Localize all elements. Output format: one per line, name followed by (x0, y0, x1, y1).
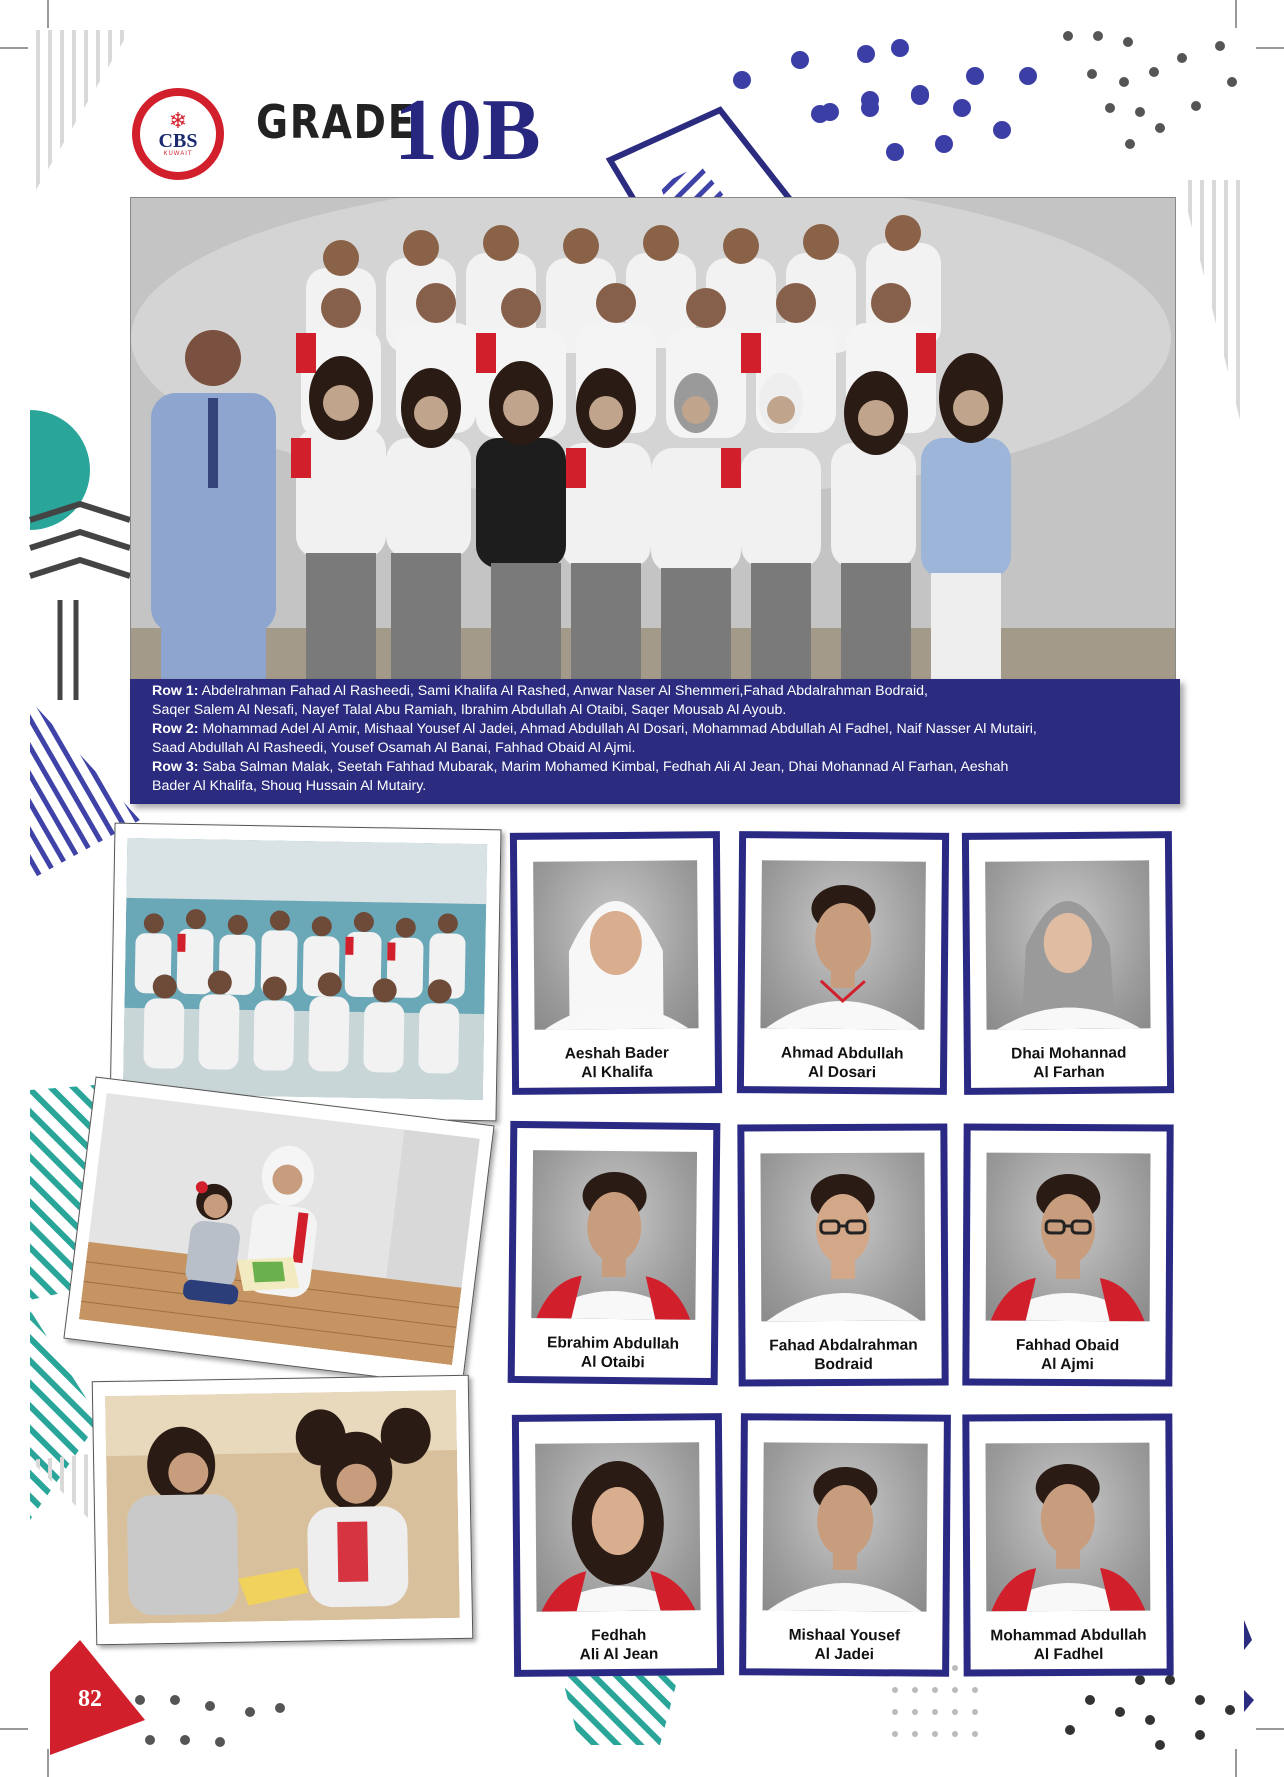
caption-row-2-cont: Saad Abdullah Al Rasheedi, Yousef Osamah Al Banai, Fahhad Obaid Al Ajmi. (152, 740, 636, 756)
student-portrait (985, 860, 1150, 1029)
student-name-line-2: Al Ajmi (1040, 1355, 1094, 1374)
student-portrait (760, 860, 925, 1029)
portrait-card (737, 831, 949, 1095)
row-3-label: Row 3: (152, 759, 199, 775)
snapshot-reading-activity (92, 1375, 474, 1646)
student-name (521, 1625, 717, 1665)
portrait-card (512, 1413, 724, 1677)
student-portrait (533, 860, 698, 1029)
student-name-line-2: Al Fadhel (1033, 1645, 1104, 1664)
row-1-names: Abdelrahman Fahad Al Rasheedi, Sami Khalifa Al Rashed, Anwar Naser Al Shemmeri,Fahad Abdalrahman Bodraid, (198, 683, 929, 699)
student-portrait (760, 1153, 925, 1322)
student-name-line-2: Al Jadei (814, 1645, 875, 1664)
student-name-line-1: Fahhad Obaid (1015, 1336, 1120, 1355)
student-name-line-2: Al Dosari (807, 1063, 877, 1082)
student-name-line-2: Al Otaibi (580, 1353, 645, 1372)
student-name-line-1: Ebrahim Abdullah (546, 1334, 680, 1353)
row-2-label: Row 2: (152, 721, 199, 737)
caption-row-3-cont: Bader Al Khalifa, Shouq Hussain Al Mutairy. (152, 778, 427, 794)
student-name-line-2: Al Khalifa (581, 1063, 653, 1082)
student-name-line-1: Mishaal Yousef (788, 1626, 901, 1645)
student-name (969, 1335, 1165, 1374)
student-name-line-2: Ali Al Jean (579, 1645, 659, 1664)
portrait-card (962, 1123, 1173, 1386)
logo-subtext: KUWAIT (163, 151, 193, 157)
student-name-line-1: Aeshah Bader (564, 1044, 669, 1063)
student-name (971, 1043, 1167, 1083)
student-portrait (763, 1442, 928, 1611)
student-name (970, 1625, 1166, 1664)
maple-leaf-icon: ❄ (168, 108, 188, 133)
student-name-line-1: Fedhah (591, 1626, 647, 1645)
caption-row-1-cont: Saqer Salem Al Nesafi, Nayef Talal Abu Ramiah, Ibrahim Abdullah Al Otaibi, Saqer Mousab Al Ayoub. (152, 702, 787, 718)
caption-row-2 (152, 720, 1168, 739)
portrait-card (962, 831, 1174, 1095)
caption-row-3 (152, 758, 1168, 777)
student-name (519, 1043, 715, 1083)
page-number: 82 (78, 1686, 102, 1712)
class-group-photo (130, 197, 1176, 681)
student-portrait (986, 1153, 1151, 1322)
grade-label: GRADE (256, 95, 417, 149)
portrait-card (737, 1123, 948, 1386)
grade-number: 10B (394, 82, 541, 179)
class-photo-caption (130, 679, 1180, 804)
portrait-card (962, 1413, 1173, 1676)
student-name-line-2: Bodraid (814, 1355, 873, 1374)
school-logo (132, 88, 224, 180)
portrait-card (739, 1413, 951, 1676)
student-name (746, 1625, 942, 1664)
student-name-line-1: Fahad Abdalrahman (769, 1336, 918, 1355)
student-name (515, 1333, 711, 1373)
row-2-names: Mohammad Adel Al Amir, Mishaal Yousef Al Jadei, Ahmad Abdullah Al Dosari, Mohammad Abdullah Al Fadhel, Naif Nasser Al Mutairi, (198, 721, 1037, 737)
student-name (744, 1043, 940, 1083)
row-1-label: Row 1: (152, 683, 199, 699)
snapshot-reading-together (63, 1076, 494, 1387)
portrait-card (510, 831, 722, 1095)
student-name (745, 1335, 941, 1374)
portrait-card (508, 1121, 721, 1385)
student-name-line-1: Ahmad Abdullah (780, 1044, 904, 1063)
student-portrait (531, 1150, 697, 1320)
row-3-names: Saba Salman Malak, Seetah Fahhad Mubarak, Marim Mohamed Kimbal, Fedhah Ali Al Jean, Dhai Mohannad Al Farhan, Aeshah (198, 759, 1009, 775)
snapshot-classroom-group (109, 823, 501, 1122)
logo-text: CBS (158, 130, 198, 152)
student-name-line-1: Mohammad Abdullah (990, 1626, 1147, 1645)
student-portrait (535, 1442, 700, 1611)
caption-row-1 (152, 682, 1168, 701)
student-name-line-2: Al Farhan (1033, 1063, 1105, 1082)
student-portrait (985, 1443, 1150, 1612)
student-name-line-1: Dhai Mohannad (1011, 1044, 1127, 1063)
